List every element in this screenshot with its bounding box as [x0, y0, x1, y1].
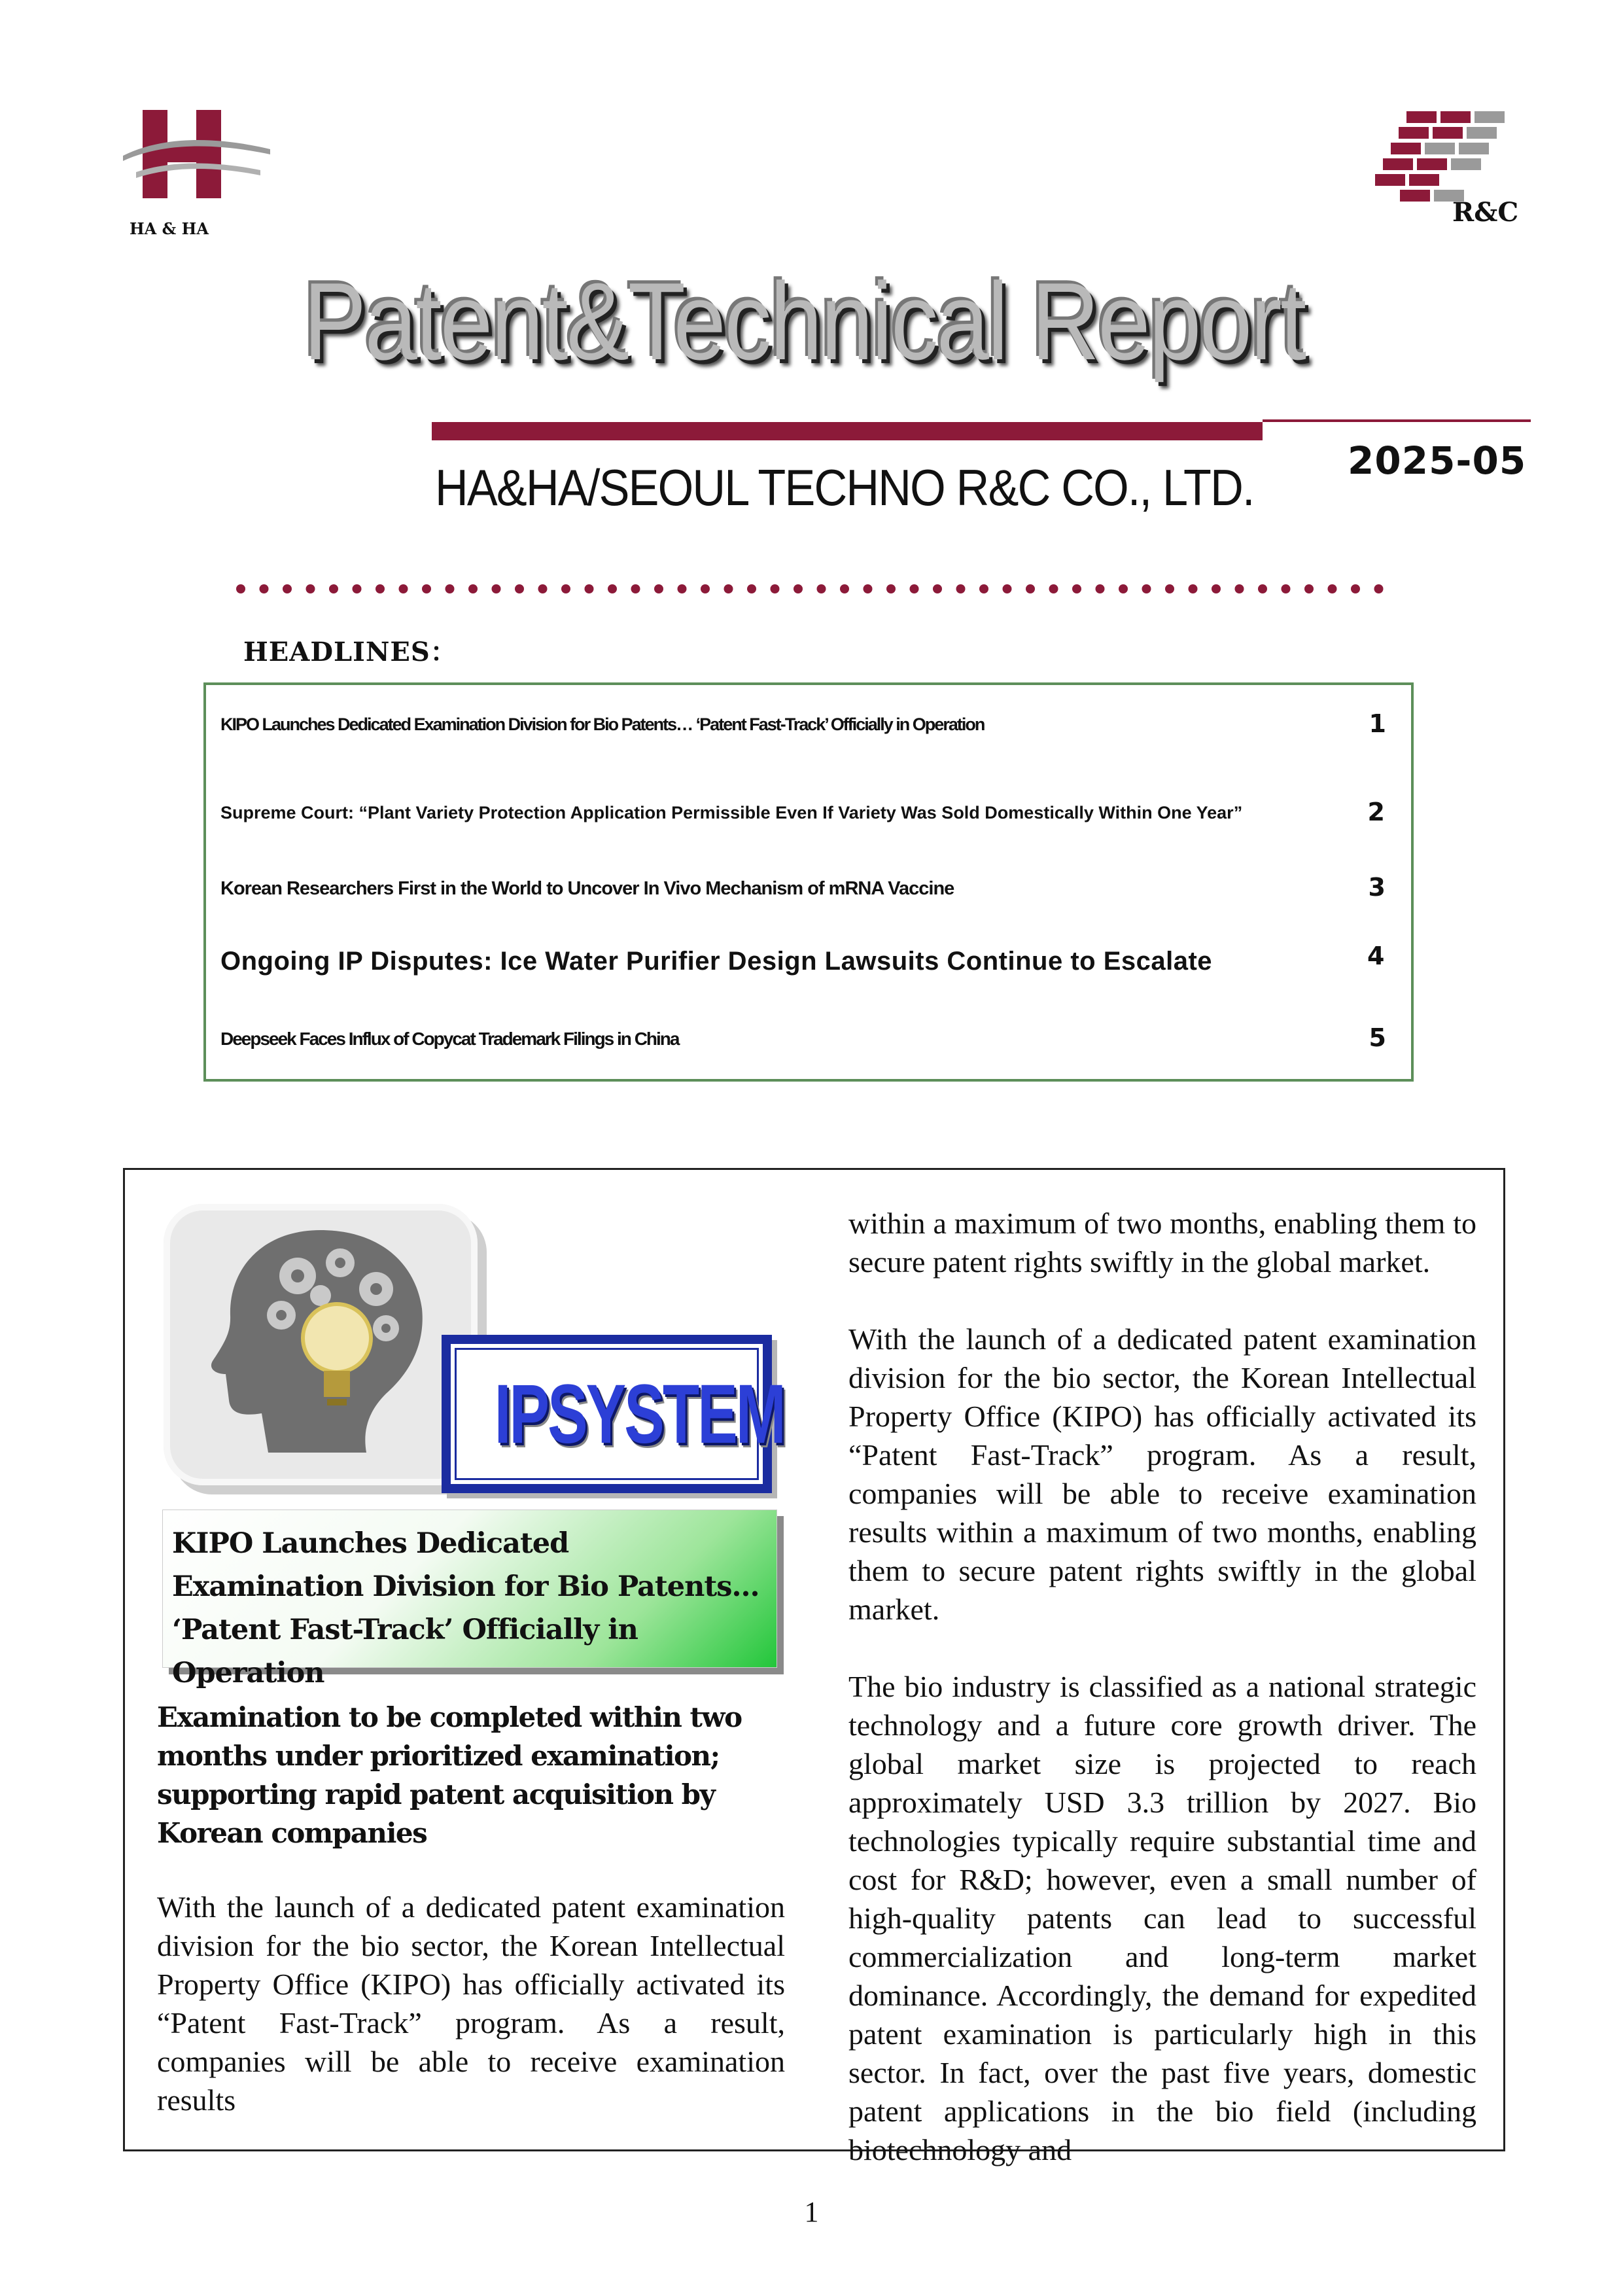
headline-title: Korean Researchers First in the World to Uncover In Vivo Mechanism of mRNA Vaccine — [220, 878, 954, 899]
headline-title: Supreme Court: “Plant Variety Protection Application Permissible Even If Variety Was Sold Domestically Within One Year” — [220, 803, 1243, 822]
ipsystem-label: IPSYSTEM — [494, 1368, 784, 1461]
title-divider-line — [1263, 419, 1531, 422]
brain-gears-icon — [164, 1204, 478, 1485]
headline-title: Deepseek Faces Influx of Copycat Trademark Filings in China — [220, 1029, 679, 1049]
article-paragraph: within a maximum of two months, enabling them to secure patent rights swiftly in the global market. — [848, 1207, 1476, 1279]
headlines-box — [203, 682, 1414, 1082]
headline-page: 2 — [1367, 798, 1385, 826]
ha-ha-logo-caption: HA & HA — [130, 219, 209, 238]
company-name: HA&HA/SEOUL TECHNO R&C CO., LTD. — [435, 459, 1254, 516]
rc-logo — [1361, 105, 1531, 236]
report-title: Patent&Technical Report — [303, 260, 1305, 383]
article-paragraph: With the launch of a dedicated patent examination division for the bio sector, the Korean Intellectual Property Office (KIPO) has officially activated its “Patent Fast-Track” program. As a result, companies will be able to receive examination results — [157, 1890, 785, 2117]
issue-number: 2025-05 — [1348, 438, 1527, 483]
article-title-box — [162, 1510, 777, 1689]
headline-page: 5 — [1369, 1023, 1385, 1052]
article-title: KIPO Launches Dedicated Examination Division for Bio Patents… ‘Patent Fast-Track’ Officially in Operation — [172, 1527, 759, 1689]
headlines-label: HEADLINES： — [243, 637, 457, 667]
ha-ha-logo — [110, 110, 273, 241]
rc-logo-caption: R&C — [1452, 197, 1519, 228]
headline-page: 1 — [1369, 709, 1385, 738]
headline-title: KIPO Launches Dedicated Examination Division for Bio Patents… ‘Patent Fast-Track’ Officially in Operation — [220, 715, 985, 734]
title-divider-bar — [432, 422, 1263, 440]
page-number: 1 — [804, 2196, 819, 2228]
headline-title: Ongoing IP Disputes: Ice Water Purifier Design Lawsuits Continue to Escalate — [220, 947, 1213, 976]
article-body-right — [848, 1204, 1476, 2169]
article-paragraph: The bio industry is classified as a national strategic technology and a future core growth driver. The global market size is projected to reach approximately USD 3.3 trillion by 2027. Bio technologies typically require substantial time and cost for R&D; however, even a small number of high-quality patents can lead to successful commercialization and long-term market dominance. Accordingly, the demand for expedited patent examination is particularly high in this sector. In fact, over the past five years, domestic patent applications in the bio field (including biotechnology and — [848, 1670, 1476, 2166]
ipsystem-badge — [442, 1335, 784, 1493]
headline-page: 4 — [1367, 942, 1385, 970]
article-subheading: Examination to be completed within two months under prioritized examination; supporting rapid patent acquisition by Korean companies — [157, 1701, 742, 1849]
headline-page: 3 — [1368, 873, 1385, 902]
article-paragraph: With the launch of a dedicated patent examination division for the bio sector, the Korean Intellectual Property Office (KIPO) has officially activated its “Patent Fast-Track” program. As a result, companies will be able to receive examination results within a maximum of two months, enabling them to secure patent rights swiftly in the global market. — [848, 1322, 1476, 1626]
article-body-left — [157, 1888, 785, 2119]
dotted-divider — [236, 581, 1387, 597]
